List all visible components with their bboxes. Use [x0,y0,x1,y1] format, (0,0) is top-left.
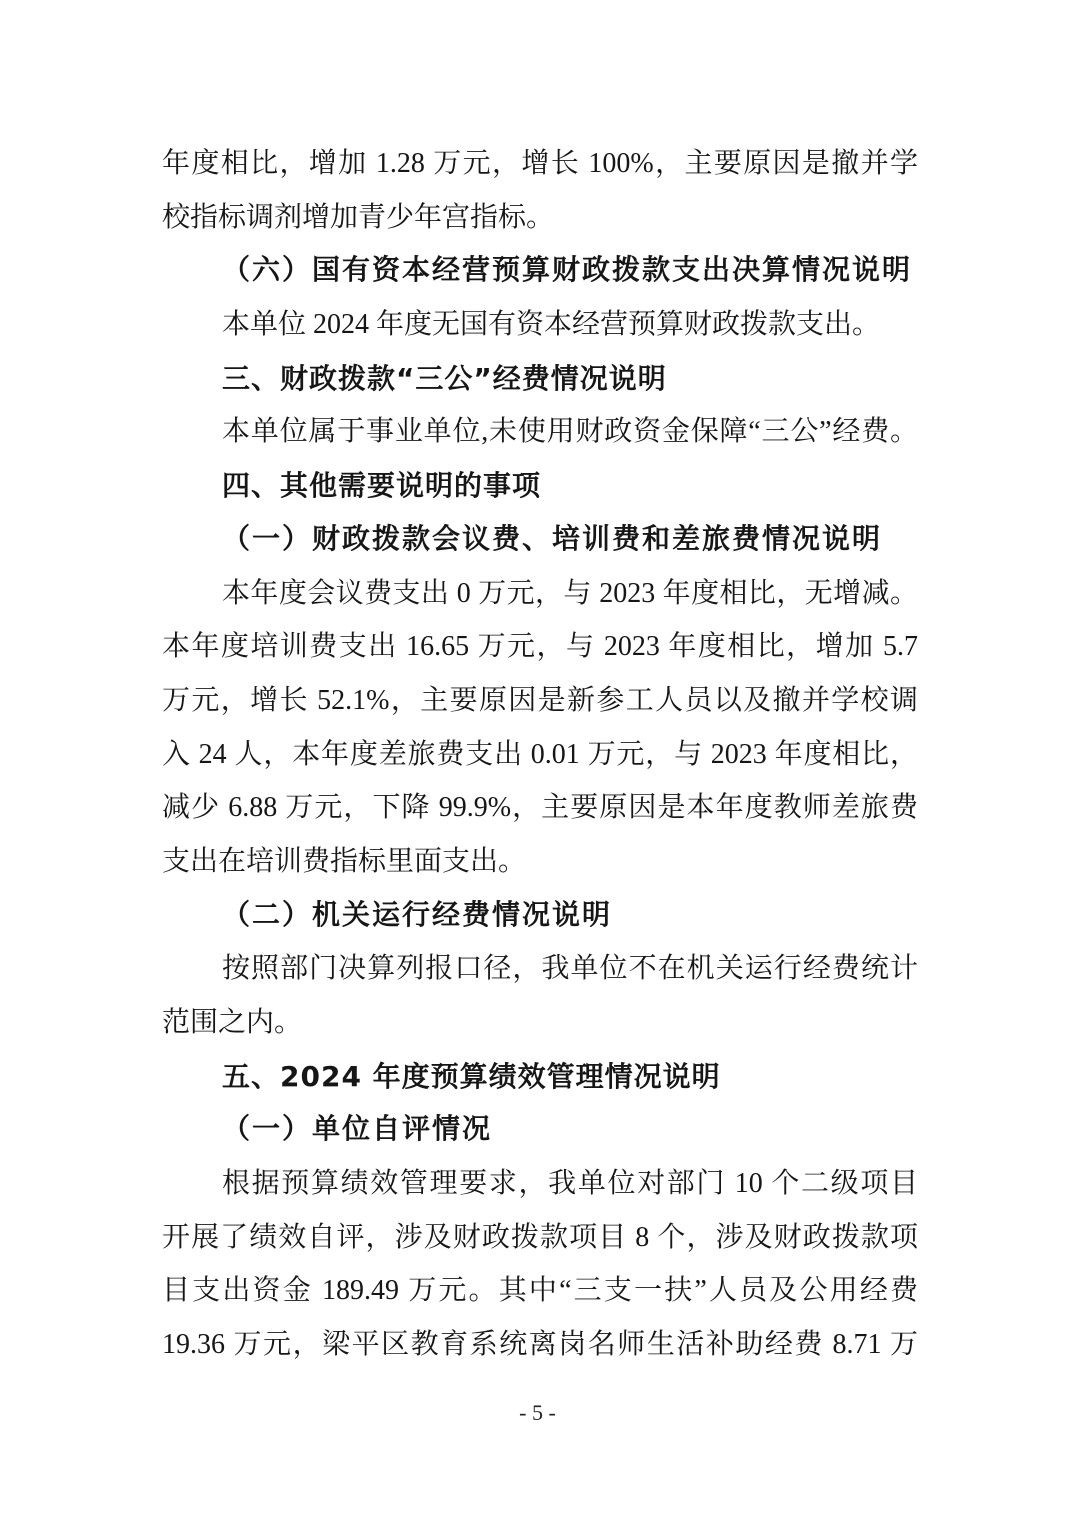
text-line: 根据预算绩效管理要求，我单位对部门 10 个二级项目 [222,1168,918,1200]
section-heading: 四、其他需要说明的事项 [222,469,542,503]
text-line: 范围之内。 [162,1007,303,1038]
text-line: 开展了绩效自评，涉及财政拨款项目 8 个，涉及财政拨款项 [162,1221,918,1253]
text-line: 入 24 人，本年度差旅费支出 0.01 万元，与 2023 年度相比， [162,738,918,770]
text-line: 按照部门决算列报口径，我单位不在机关运行经费统计 [222,953,918,985]
page-number: - 5 - [519,1400,556,1425]
text-line: 减少 6.88 万元，下降 99.9%，主要原因是本年度教师差旅费 [162,792,918,824]
text-line: 本单位属于事业单位,未使用财政资金保障“三公”经费。 [222,416,918,448]
text-line: 万元，增长 52.1%，主要原因是新参工人员以及撤并学校调 [162,684,918,716]
text-line: 支出在培训费指标里面支出。 [162,845,527,877]
text-line: 本年度会议费支出 0 万元，与 2023 年度相比，无增减。 [222,577,918,609]
section-heading: 三、财政拨款“三公”经费情况说明 [222,361,667,395]
section-heading: （六）国有资本经营预算财政拨款支出决算情况说明 [222,255,913,287]
text-line: 目支出资金 189.49 万元。其中“三支一扶”人员及公用经费 [162,1275,918,1307]
section-heading: （二）机关运行经费情况说明 [222,899,613,931]
section-heading: （一）单位自评情况 [222,1114,493,1146]
document-text [162,137,918,1372]
text-line: 年度相比，增加 1.28 万元，增长 100%，主要原因是撤并学 [162,148,918,179]
section-heading: 五、2024 年度预算绩效管理情况说明 [222,1059,721,1093]
text-line: 本单位 2024 年度无国有资本经营预算财政拨款支出。 [222,309,881,341]
text-line: 校指标调剂增加青少年宫指标。 [162,201,555,233]
text-line: 19.36 万元，梁平区教育系统离岗名师生活补助经费 8.71 万 [162,1329,918,1361]
text-line: 本年度培训费支出 16.65 万元，与 2023 年度相比，增加 5.7 [162,631,918,663]
section-heading: （一）财政拨款会议费、培训费和差旅费情况说明 [222,523,883,555]
